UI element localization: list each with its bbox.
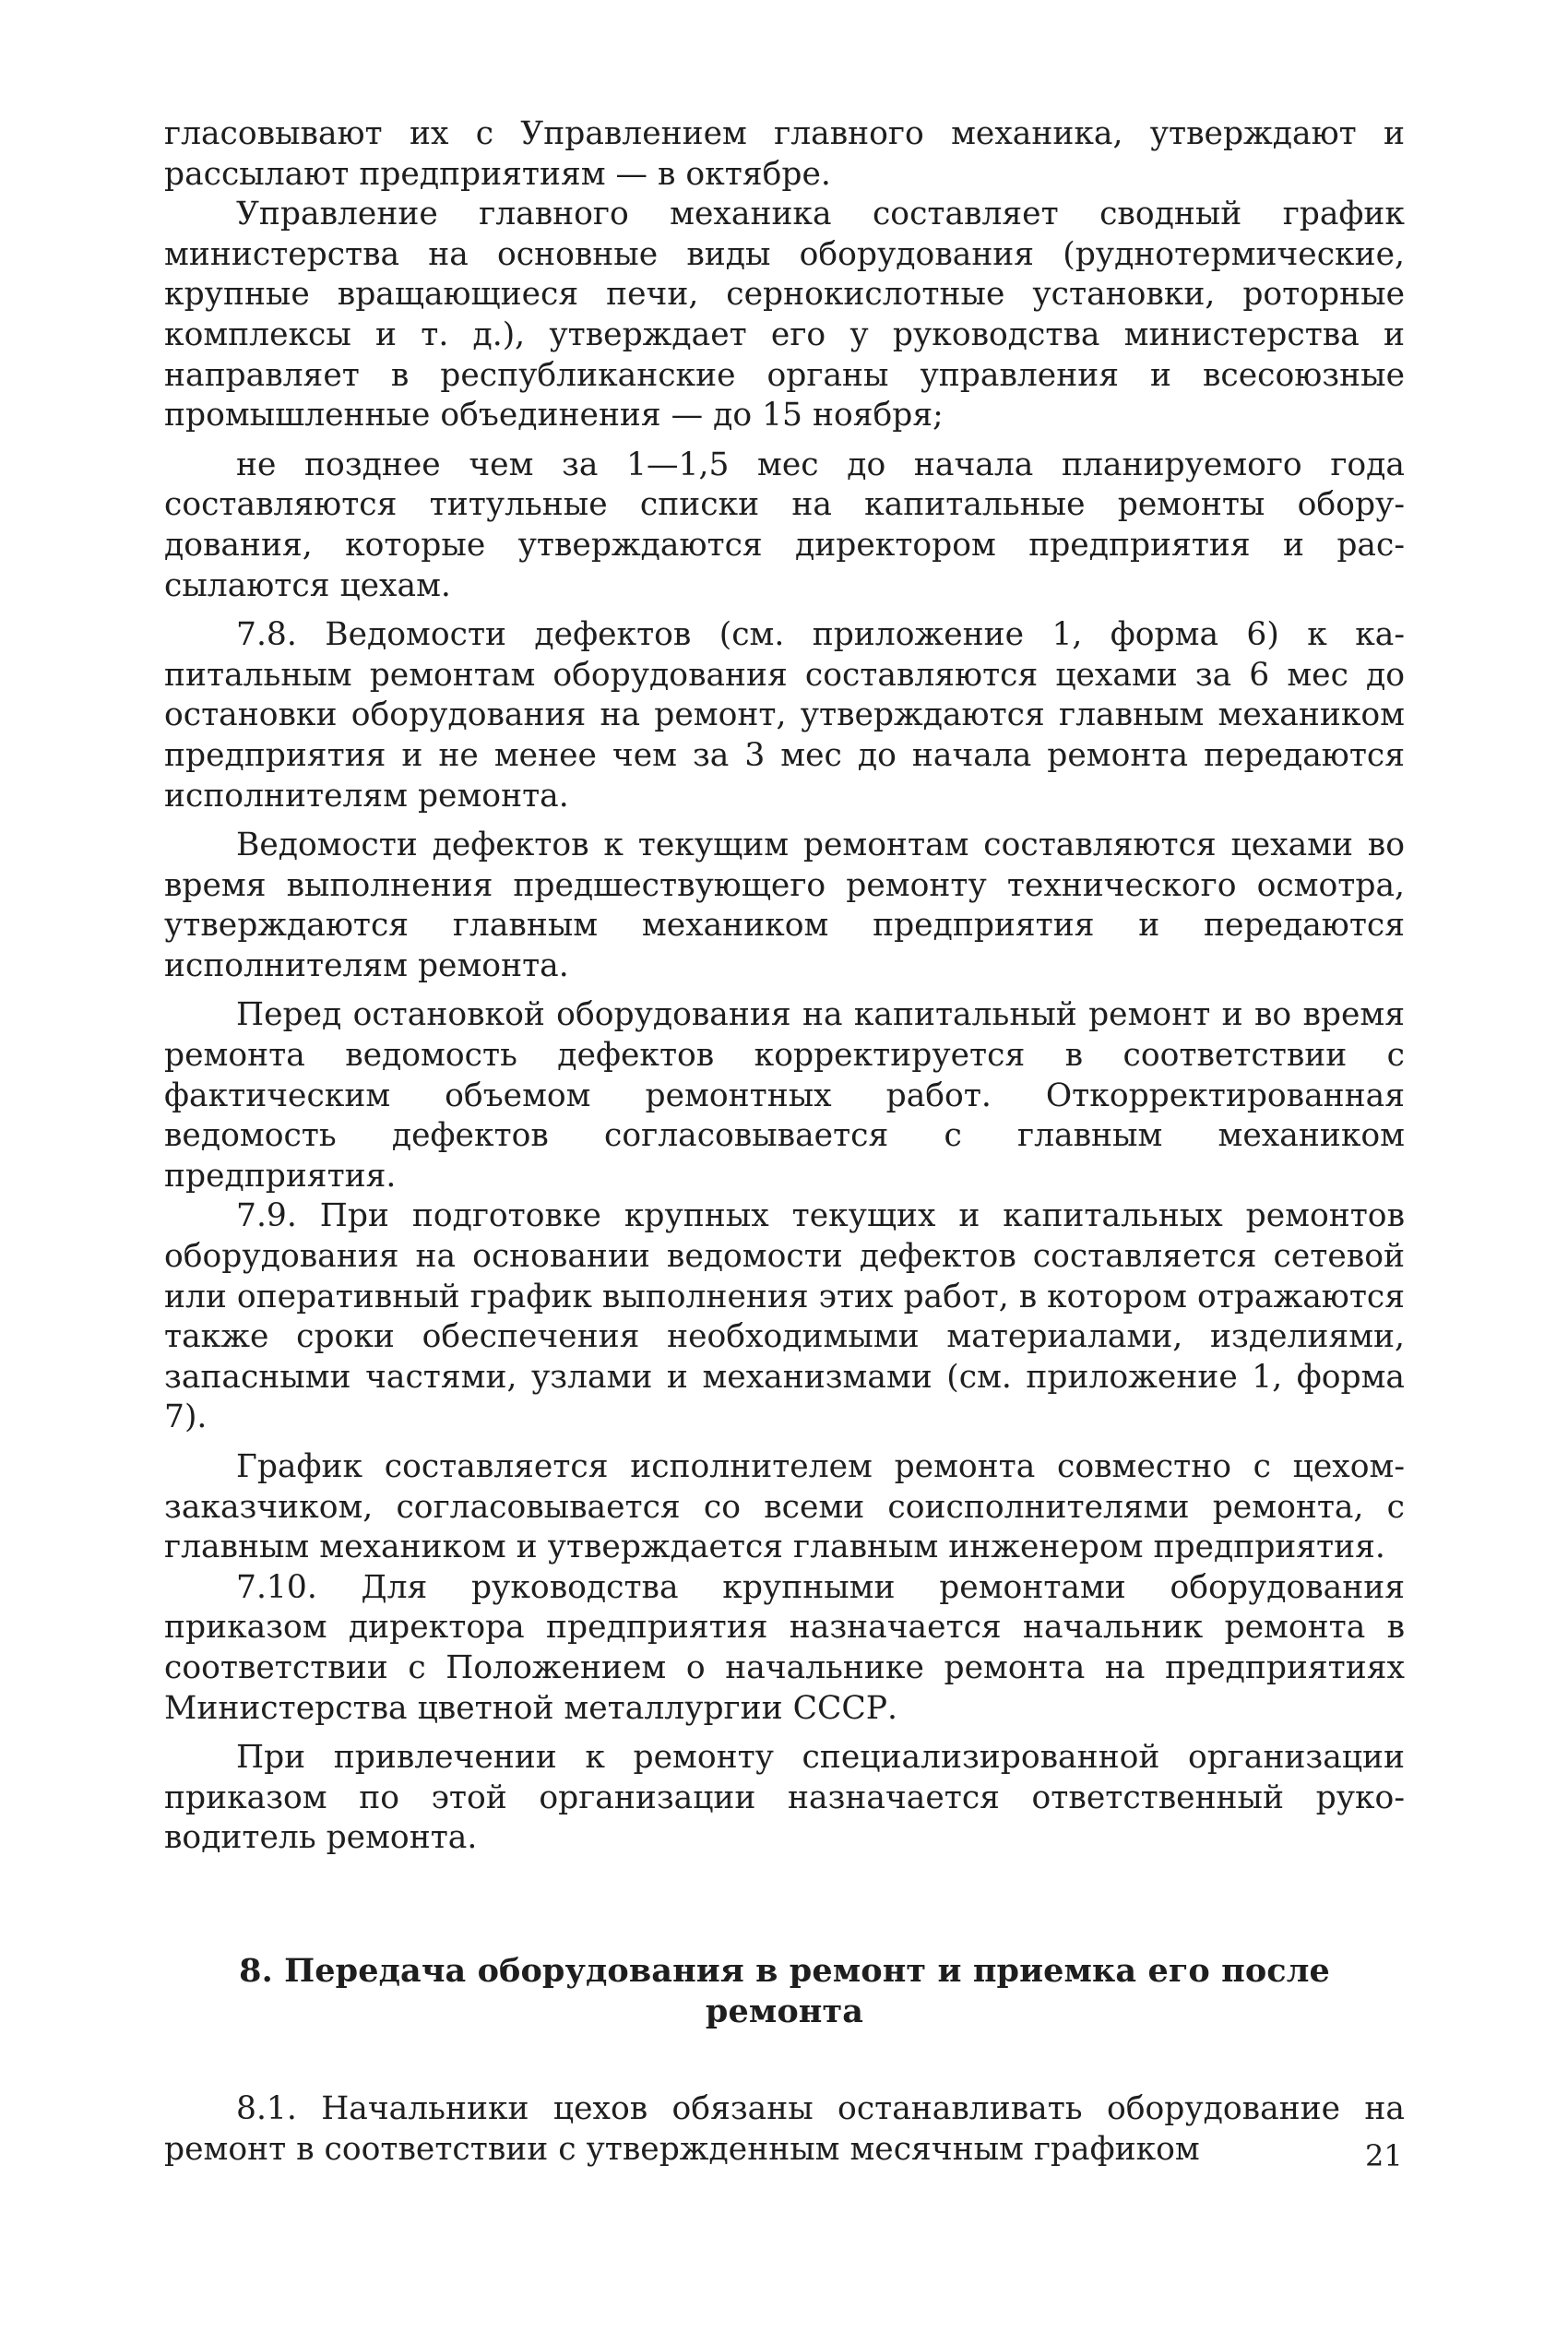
section-heading: 8. Передача оборудования в ремонт и приемка его после ремонта: [239, 1951, 1330, 2030]
paragraph-7-9: 7.9. При подготовке крупных текущих и капитальных ремонтов оборудования на основании ведомости дефектов составляется сетевой или оперативный график выполнения этих работ, в котором отражаются также сроки обеспечения необходимыми материалами, изделиями, запасными частями, узлами и механизмами (см. приложение 1, форма 7).: [164, 1197, 1405, 1436]
paragraph-7-8: 7.8. Ведомости дефектов (см. приложение 1, форма 6) к капитальным ремонтам оборудования составляются цехами за 6 мес до остановки оборудования на ремонт, утверждаются главным механиком предприятия и не менее чем за 3 мес до начала ремонта передаются исполнителям ремонта.: [164, 616, 1405, 815]
paragraph-summary-schedule: Управление главного механика составляет сводный график министерства на основные виды оборудования (руднотермические, крупные вращающиеся печи, сернокислотные установки, роторные комплексы и т. д.), утверждает его у руководства министерства и направляет в республиканские органы управления и всесоюзные промышленные объединения — до 15 ноября;: [164, 196, 1405, 434]
paragraph-schedule-approval: График составляется исполнителем ремонта совместно с цехом-заказчиком, согласовывается со всеми соисполнителями ремонта, с главным механиком и утверждается главным инженером предприятия.: [164, 1448, 1405, 1566]
page-body: [164, 114, 1405, 2170]
paragraph-specialized-org: При привлечении к ремонту специализированной организации приказом по этой организации назначается ответственный руководитель ремонта.: [164, 1739, 1405, 1857]
paragraph-8-1: 8.1. Начальники цехов обязаны останавливать оборудование на ремонт в соответствии с утвержденным месячным графиком: [164, 2089, 1405, 2168]
paragraph-defect-correction: Перед остановкой оборудования на капитальный ремонт и во время ремонта ведомость дефектов корректируется в соответствии с фактическим объемом ремонтных работ. Откорректированная ведомость дефектов согласовывается с главным механиком предприятия.: [164, 996, 1405, 1195]
paragraph-continuation: гласовывают их с Управлением главного механика, утверждают и рассылают предприятиям — в октябре.: [164, 115, 1405, 193]
paragraph-7-10: 7.10. Для руководства крупными ремонтами оборудования приказом директора предприятия назначается начальник ремонта в соответствии с Положением о начальнике ремонта на предприятиях Министерства цветной металлургии СССР.: [164, 1568, 1405, 1727]
paragraph-current-repairs: Ведомости дефектов к текущим ремонтам составляются цехами во время выполнения предшествующего ремонту технического осмотра, утверждаются главным механиком предприятия и передаются исполнителям ремонта.: [164, 827, 1405, 984]
paragraph-title-lists: не позднее чем за 1—1,5 мес до начала планируемого года составляются титульные списки на капитальные ремонты оборудования, которые утверждаются директором предприятия и рассылаются цехам.: [164, 446, 1405, 604]
page-number: 21: [1365, 2138, 1403, 2173]
